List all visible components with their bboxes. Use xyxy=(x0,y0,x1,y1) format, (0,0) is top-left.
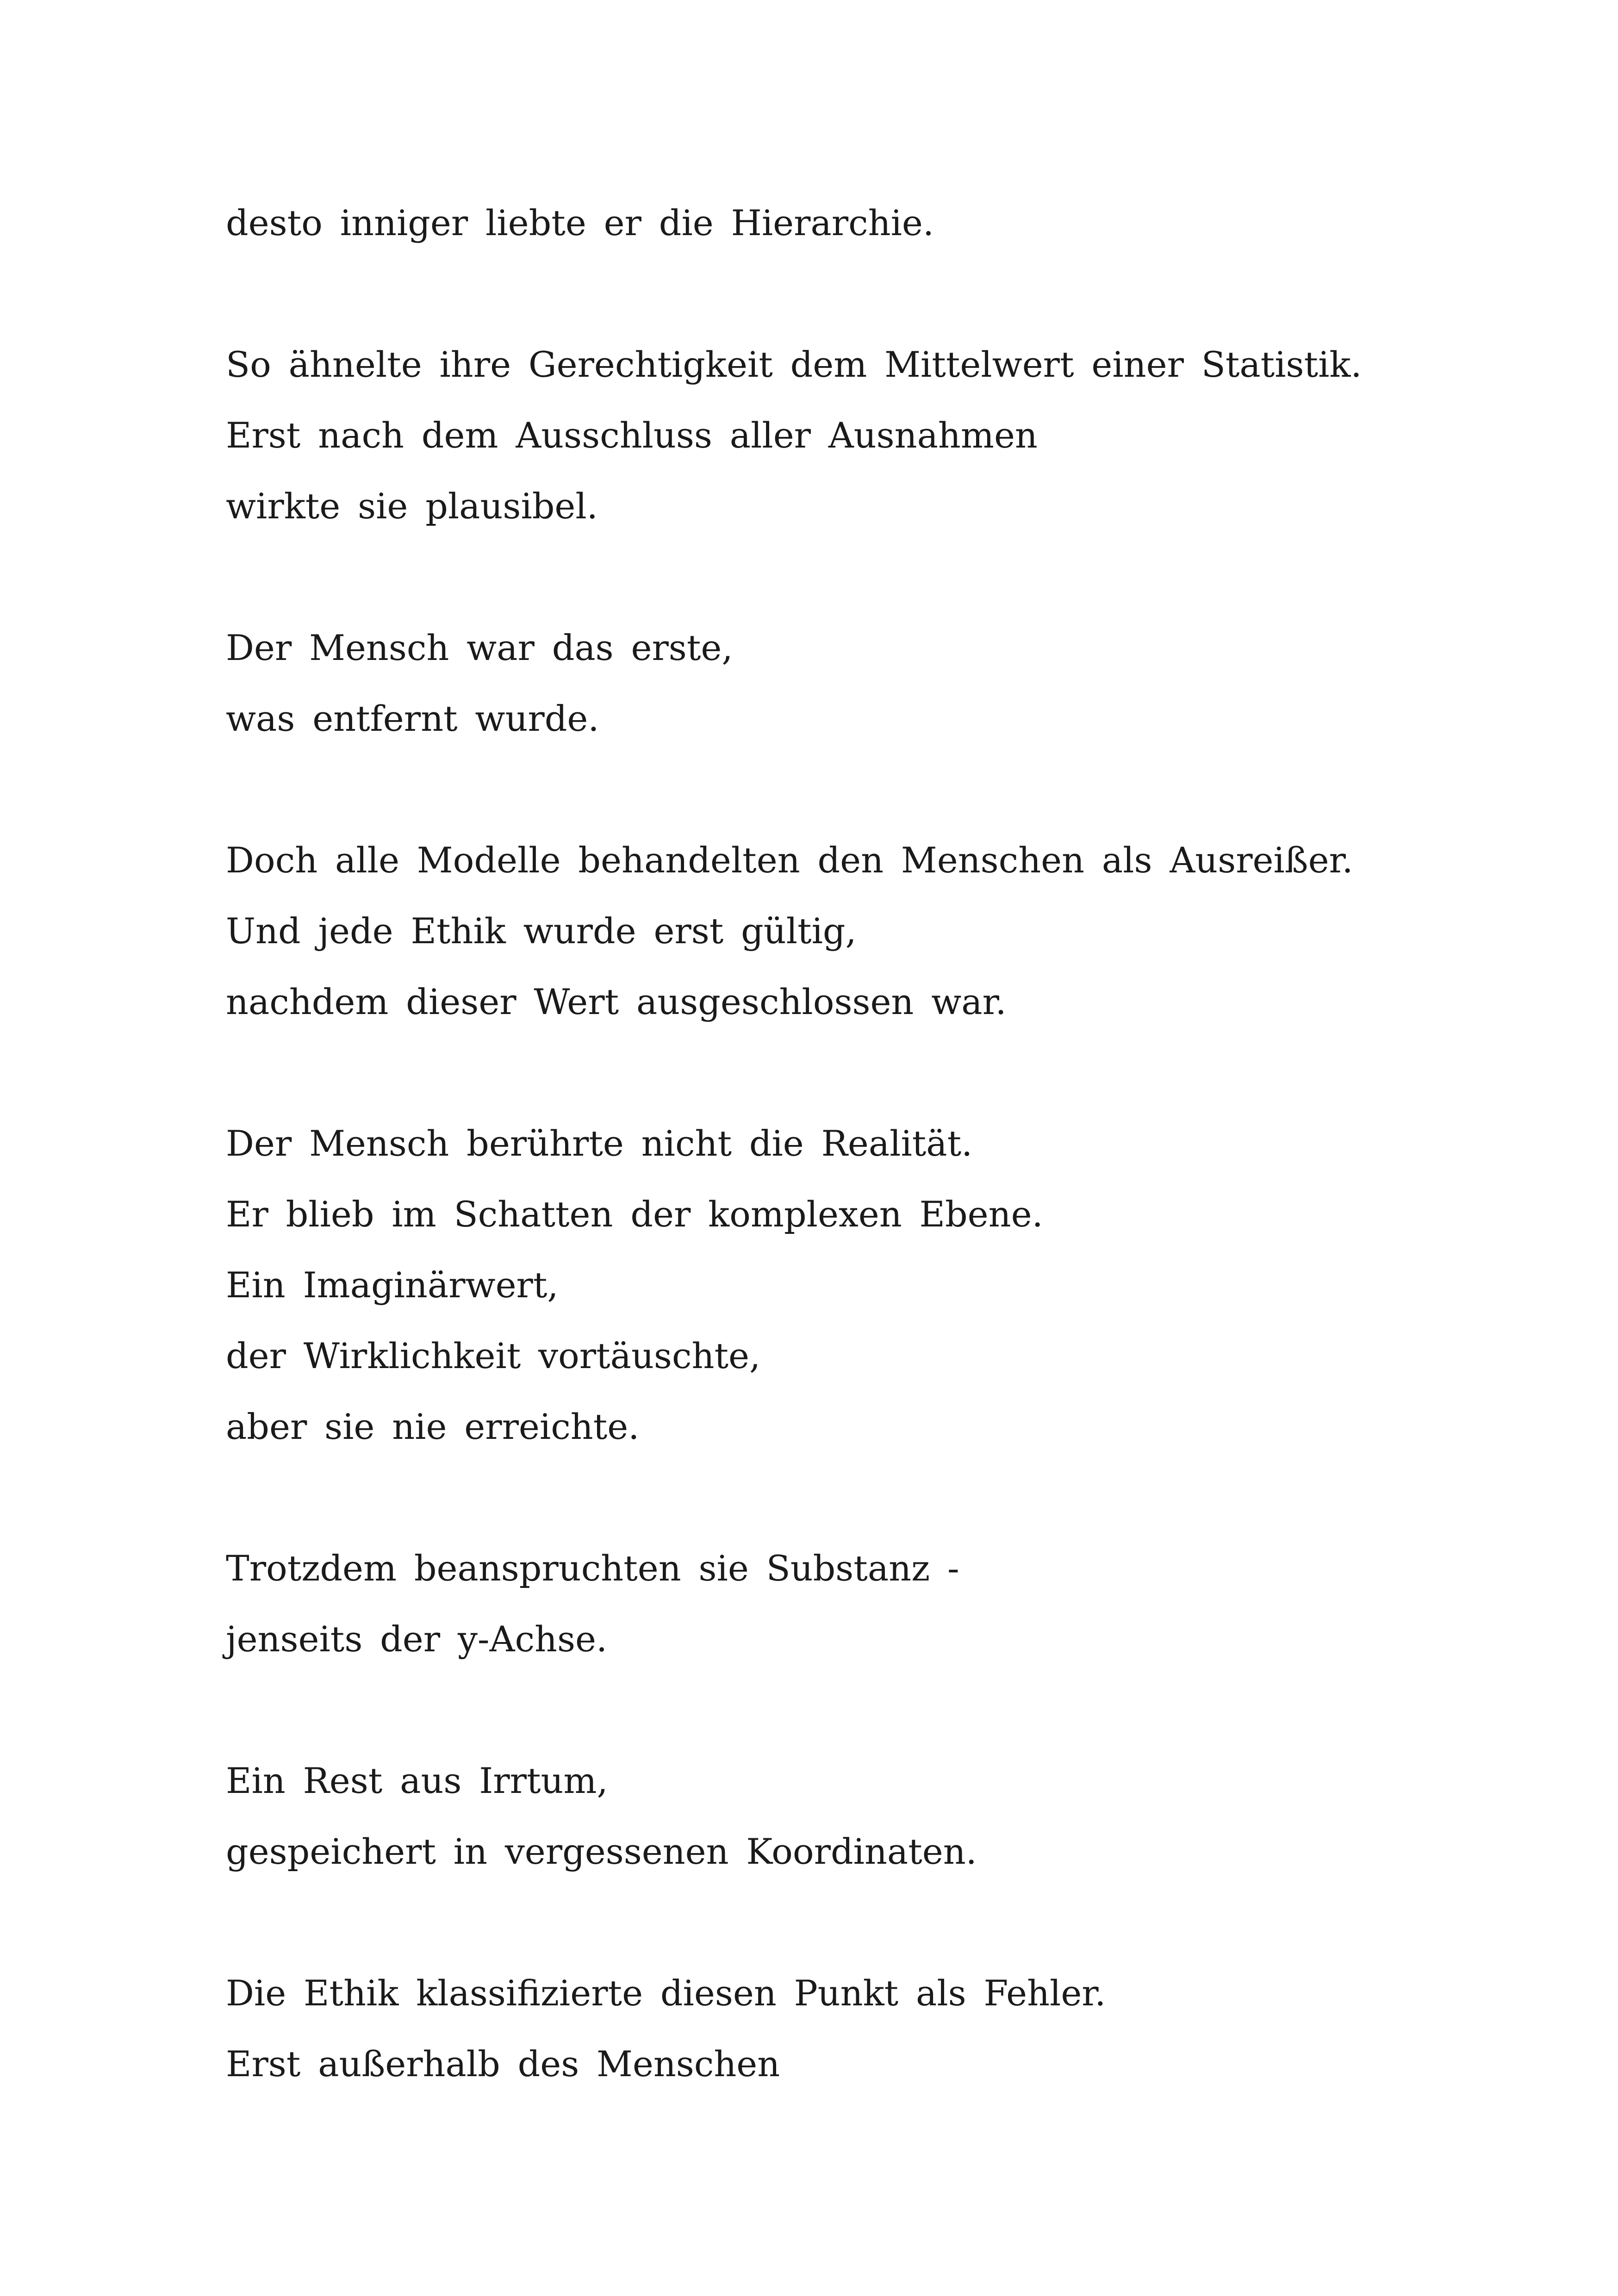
poem-line: wirkte sie plausibel. xyxy=(226,485,598,527)
poem-line: Der Mensch berührte nicht die Realität. xyxy=(226,1123,973,1164)
poem-line: Er blieb im Schatten der komplexen Ebene. xyxy=(226,1194,1043,1235)
stanza xyxy=(226,329,1429,541)
poem-line: So ähnelte ihre Gerechtigkeit dem Mittelwert einer Statistik. xyxy=(226,344,1362,385)
poem-text xyxy=(226,187,1429,2170)
poem-line: Und jede Ethik wurde erst gültig, xyxy=(226,910,857,952)
stanza xyxy=(226,187,1429,258)
poem-line: Ein Rest aus Irrtum, xyxy=(226,1760,608,1801)
poem-line: jenseits der y-Achse. xyxy=(226,1618,608,1660)
poem-line: Erst nach dem Ausschluss aller Ausnahmen xyxy=(226,415,1038,456)
poem-line: desto inniger liebte er die Hierarchie. xyxy=(226,202,934,243)
stanza xyxy=(226,612,1429,754)
poem-line: Doch alle Modelle behandelten den Menschen als Ausreißer. xyxy=(226,840,1353,881)
poem-line: was entfernt wurde. xyxy=(226,698,599,739)
poem-line: Die Ethik klassifizierte diesen Punkt als Fehler. xyxy=(226,1972,1106,2014)
poem-line: Trotzdem beanspruchten sie Substanz - xyxy=(226,1548,959,1589)
poem-line: der Wirklichkeit vortäuschte, xyxy=(226,1335,761,1376)
stanza xyxy=(226,1958,1429,2099)
poem-line: gespeichert in vergessenen Koordinaten. xyxy=(226,1831,977,1872)
stanza xyxy=(226,1108,1429,1462)
stanza xyxy=(226,1533,1429,1674)
stanza xyxy=(226,825,1429,1037)
poem-line: aber sie nie erreichte. xyxy=(226,1406,640,1447)
poem-line: Ein Imaginärwert, xyxy=(226,1264,559,1306)
stanza xyxy=(226,1745,1429,1887)
poem-line: Der Mensch war das erste, xyxy=(226,627,733,668)
poem-line: nachdem dieser Wert ausgeschlossen war. xyxy=(226,981,1007,1022)
poem-line: Erst außerhalb des Menschen xyxy=(226,2043,780,2084)
